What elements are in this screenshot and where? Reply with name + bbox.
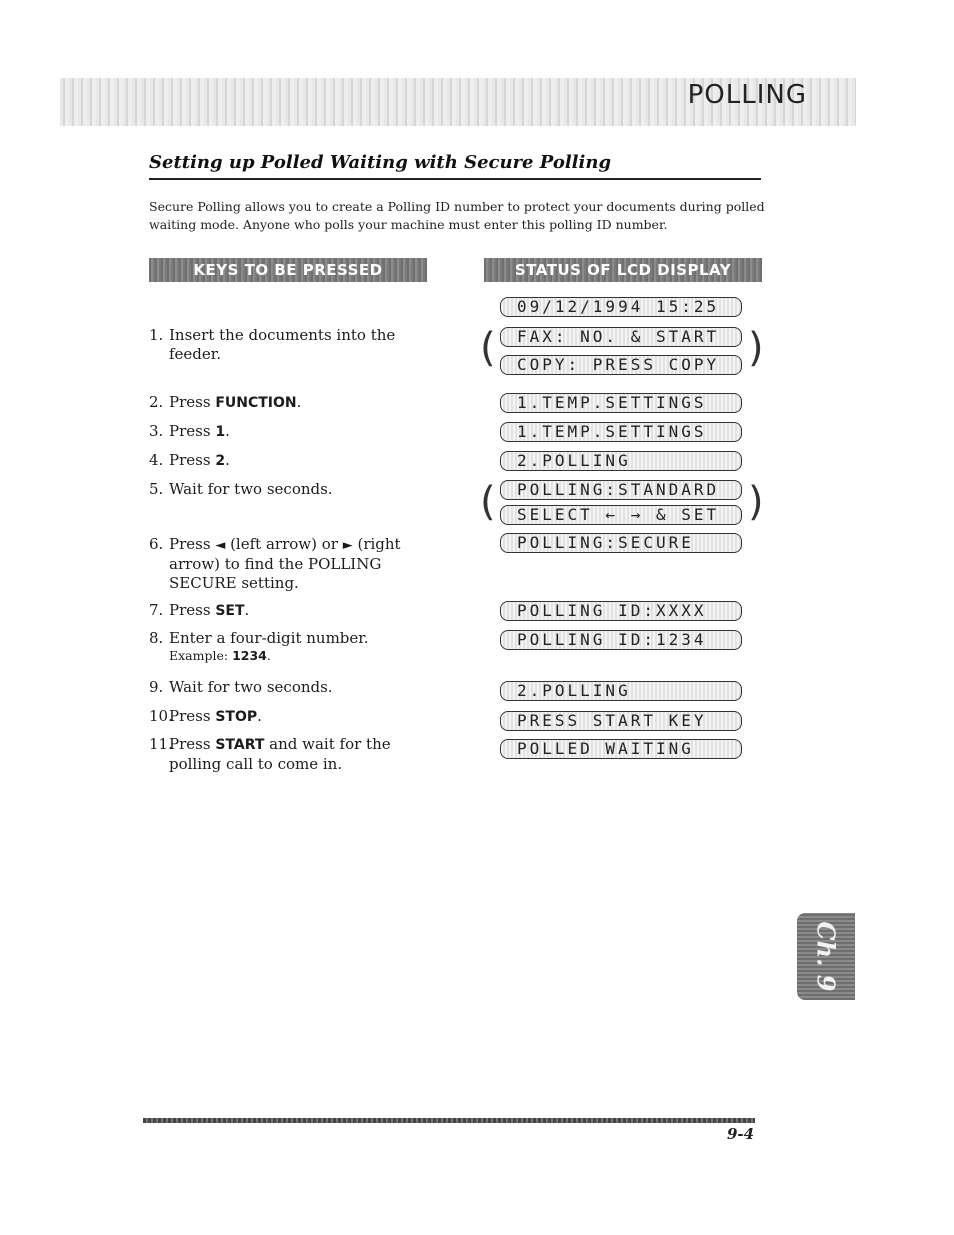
lcd-polling: 2.POLLING bbox=[500, 451, 742, 471]
key-set: SET bbox=[215, 603, 245, 619]
step-number: 4. bbox=[149, 451, 164, 469]
step-8 bbox=[149, 629, 431, 664]
step-5 bbox=[149, 480, 431, 499]
step-text: Press bbox=[169, 601, 216, 619]
step-text-cont: polling call to come in. bbox=[169, 755, 343, 773]
footer-rule bbox=[143, 1118, 755, 1123]
step-text: Enter a four-digit number. bbox=[169, 629, 369, 647]
step-number: 6. bbox=[149, 535, 164, 553]
step-11 bbox=[149, 735, 431, 774]
step-2 bbox=[149, 393, 431, 413]
step-text: (right bbox=[352, 535, 401, 553]
step-4 bbox=[149, 451, 431, 471]
lcd-polling: 2.POLLING bbox=[500, 681, 742, 701]
step-text: Insert the documents into the bbox=[169, 326, 396, 344]
step-text: (left arrow) or bbox=[225, 535, 343, 553]
lcd-copy-press: COPY: PRESS COPY bbox=[500, 355, 742, 375]
key-function: FUNCTION bbox=[215, 395, 297, 411]
step-text: . bbox=[225, 451, 230, 469]
step-text: . bbox=[296, 393, 302, 411]
step-text: Press bbox=[169, 451, 216, 469]
lcd-date-time: 09/12/1994 15:25 bbox=[500, 297, 742, 317]
key-1: 1 bbox=[215, 424, 226, 440]
step-number: 7. bbox=[149, 601, 164, 619]
step-text: Press bbox=[169, 707, 216, 725]
step-10 bbox=[149, 707, 431, 727]
lcd-polling-id-blank: POLLING ID:XXXX bbox=[500, 601, 742, 621]
example-post: . bbox=[266, 648, 271, 663]
step-text: Press bbox=[169, 535, 216, 553]
lcd-select-set: SELECT ← → & SET bbox=[500, 505, 742, 525]
alternate-left-bracket-icon: ( bbox=[480, 479, 496, 525]
lcd-temp-settings: 1.TEMP.SETTINGS bbox=[500, 422, 742, 442]
step-1 bbox=[149, 326, 431, 364]
lcd-polling-secure: POLLING:SECURE bbox=[500, 533, 742, 553]
intro-paragraph: Secure Polling allows you to create a Polling ID number to protect your documents during polled waiting mode. Anyone who polls your machine must enter this polling ID number. bbox=[149, 199, 765, 232]
step-number: 2. bbox=[149, 393, 164, 411]
page-number: 9-4 bbox=[727, 1125, 755, 1143]
step-text: Wait for two seconds. bbox=[169, 480, 333, 498]
lcd-press-start: PRESS START KEY bbox=[500, 711, 742, 731]
step-text: . bbox=[244, 601, 250, 619]
step-number: 10. bbox=[149, 707, 173, 725]
lcd-polled-waiting: POLLED WAITING bbox=[500, 739, 742, 759]
step-3 bbox=[149, 422, 431, 442]
lcd-polling-standard: POLLING:STANDARD bbox=[500, 480, 742, 500]
step-number: 1. bbox=[149, 326, 164, 344]
step-number: 8. bbox=[149, 629, 164, 647]
step-9 bbox=[149, 678, 431, 697]
section-title: Setting up Polled Waiting with Secure Polling bbox=[149, 152, 612, 173]
step-number: 11. bbox=[149, 735, 173, 753]
step-text-cont: SECURE setting. bbox=[169, 574, 299, 592]
chapter-tab-label: Ch. 9 bbox=[811, 921, 841, 992]
title-rule bbox=[149, 178, 761, 180]
right-arrow-icon: ► bbox=[342, 538, 353, 553]
alternate-right-bracket-icon: ) bbox=[748, 325, 764, 371]
keys-column-header: KEYS TO BE PRESSED bbox=[149, 258, 427, 282]
lcd-temp-settings: 1.TEMP.SETTINGS bbox=[500, 393, 742, 413]
step-text: Press bbox=[169, 393, 216, 411]
key-2: 2 bbox=[215, 453, 226, 469]
step-text-cont: feeder. bbox=[169, 345, 222, 363]
alternate-right-bracket-icon: ) bbox=[748, 479, 764, 525]
step-text: Press bbox=[169, 735, 216, 753]
chapter-title: POLLING bbox=[687, 80, 807, 110]
step-6 bbox=[149, 535, 431, 593]
example-label: Example: bbox=[169, 648, 233, 663]
key-stop: STOP bbox=[215, 709, 258, 725]
step-number: 3. bbox=[149, 422, 164, 440]
alternate-left-bracket-icon: ( bbox=[480, 325, 496, 371]
step-text: . bbox=[257, 707, 262, 725]
step-number: 5. bbox=[149, 480, 164, 498]
step-number: 9. bbox=[149, 678, 164, 696]
status-column-header: STATUS OF LCD DISPLAY bbox=[484, 258, 762, 282]
example-value: 1234 bbox=[232, 648, 267, 663]
step-text: Press bbox=[169, 422, 216, 440]
step-text-cont: arrow) to find the POLLING bbox=[169, 555, 382, 573]
left-arrow-icon: ◄ bbox=[215, 538, 226, 553]
step-text: Wait for two seconds. bbox=[169, 678, 333, 696]
step-7 bbox=[149, 601, 431, 621]
lcd-polling-id-entered: POLLING ID:1234 bbox=[500, 630, 742, 650]
step-text: and wait for the bbox=[264, 735, 391, 753]
example-note bbox=[149, 648, 431, 664]
lcd-fax-start: FAX: NO. & START bbox=[500, 327, 742, 347]
step-text: . bbox=[225, 422, 230, 440]
chapter-tab bbox=[797, 913, 855, 1000]
key-start: START bbox=[215, 737, 265, 753]
